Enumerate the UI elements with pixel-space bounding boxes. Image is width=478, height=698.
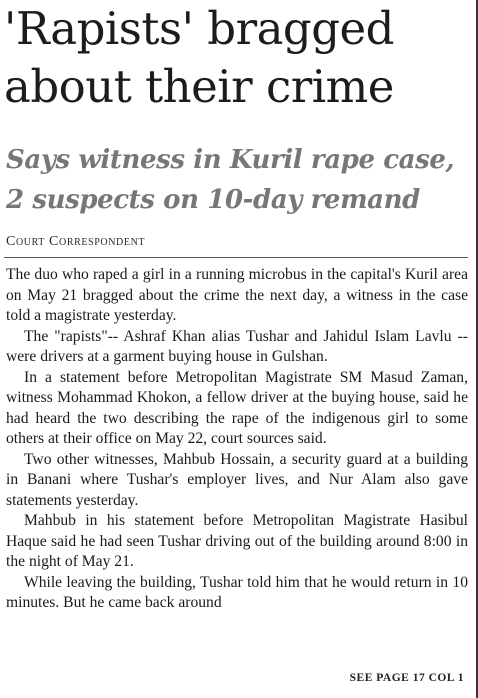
byline-divider — [4, 257, 468, 258]
paragraph: The "rapists"-- Ashraf Khan alias Tushar and Jahidul Islam Lavlu -- were drivers at a garment buying house in Gulshan. — [6, 327, 468, 365]
paragraph: Mahbub in his statement before Metropolitan Magistrate Hasibul Haque said he had seen Tushar driving out of the building around 8:00 in the night of May 21. — [6, 512, 468, 570]
paragraph: In a statement before Metropolitan Magistrate SM Masud Zaman, witness Mohammad Khokon, a fellow driver at the buying house, said he had heard the two describing the rape of the indigenous girl to some others at their office on May 22, court sources said. — [6, 368, 468, 447]
paragraph: The duo who raped a girl in a running microbus in the capital's Kuril area on May 21 bragged about the crime the next day, a witness in the case told a magistrate yesterday. — [6, 266, 468, 324]
byline: Court Correspondent — [6, 234, 146, 249]
headline: 'Rapists' bragged about their crime — [4, 2, 394, 113]
paragraph: Two other witnesses, Mahbub Hossain, a security guard at a building in Banani where Tushar's employer lives, and Nur Alam also gave statements yesterday. — [6, 450, 468, 509]
paragraph: While leaving the building, Tushar told him that he would return in 10 minutes. But he came back around — [6, 573, 468, 611]
continued-on-page: SEE PAGE 17 COL 1 — [349, 672, 464, 684]
subheadline: Says witness in Kuril rape case, 2 suspects on 10-day remand — [6, 145, 455, 215]
article-body — [6, 265, 468, 614]
